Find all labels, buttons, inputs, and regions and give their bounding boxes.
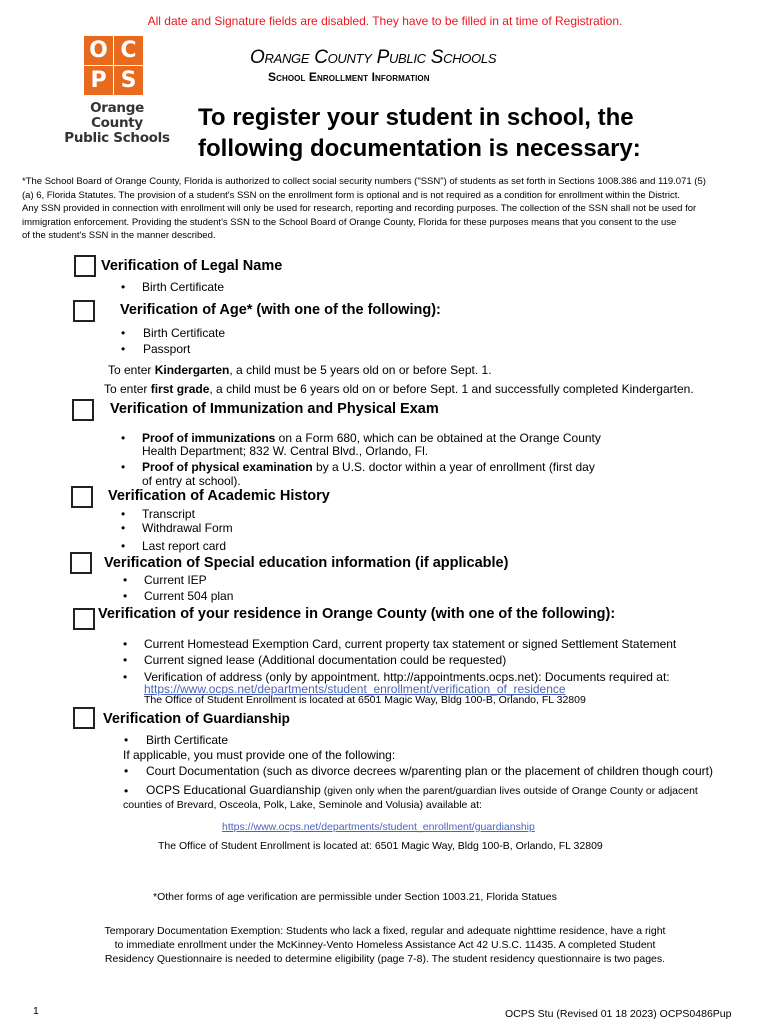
page-number: 1 <box>33 1005 39 1017</box>
bullet: • <box>123 637 128 651</box>
office-address: The Office of Student Enrollment is located at: 6501 Magic Way, Bldg 100-B, Orlando, FL 32809 <box>158 840 603 852</box>
bullet: • <box>121 326 126 340</box>
bullet: • <box>123 670 128 684</box>
legal-name-title: Verification of Legal Name <box>101 258 283 274</box>
immunization-title: Verification of Immunization and Physical Exam <box>110 401 439 417</box>
bullet: • <box>121 460 126 474</box>
bullet: • <box>121 521 126 535</box>
bullet: • <box>121 431 126 445</box>
logo-letter-p: P <box>84 66 113 95</box>
guardianship-intro: If applicable, you must provide one of the following: <box>123 748 396 762</box>
logo-letter-c: C <box>114 36 143 65</box>
list-item: Birth Certificate <box>143 326 226 340</box>
bullet: • <box>123 573 128 587</box>
bullet: • <box>123 589 128 603</box>
list-item: Verification of address (only by appointment. http://appointments.ocps.net): Documents required at: <box>144 670 670 684</box>
residence-checkbox[interactable] <box>73 608 95 630</box>
list-item-continued: counties of Brevard, Osceola, Polk, Lake, Seminole and Volusia) available at: <box>123 799 482 811</box>
legal-name-checkbox[interactable] <box>74 255 96 277</box>
exemption-notice: Temporary Documentation Exemption: Students who lack a fixed, regular and adequate nighttime residence, have a right to immediate enrollment under the McKinney-Vento Homeless Assistance Act 42 U.S.C. 11435. A completed Student Residency Questionnaire is needed to determine eligibility (page 7-8). The student residency questionnaire is two pages. <box>104 925 666 965</box>
age-title: Verification of Age* (with one of the following): <box>120 302 441 318</box>
list-item: Birth Certificate <box>146 733 229 747</box>
age-checkbox[interactable] <box>73 300 95 322</box>
list-item: Current IEP <box>144 573 207 587</box>
list-item: Proof of physical examination by a U.S. doctor within a year of enrollment (first day <box>142 460 595 474</box>
office-address: The Office of Student Enrollment is located at 6501 Magic Way, Bldg 100-B, Orlando, FL 32809 <box>144 694 586 706</box>
bullet: • <box>124 733 129 747</box>
page-headline: To register your student in school, the following documentation is necessary: <box>198 104 641 162</box>
list-item-continued: Health Department; 832 W. Central Blvd., Orlando, Fl. <box>142 444 429 458</box>
list-item: Current 504 plan <box>144 589 234 603</box>
residence-title: Verification of your residence in Orange County (with one of the following): <box>98 606 616 622</box>
special-ed-title: Verification of Special education information (if applicable) <box>104 555 509 571</box>
form-subtitle: School Enrollment Information <box>268 70 430 84</box>
bullet: • <box>121 280 126 294</box>
list-item: Proof of immunizations on a Form 680, which can be obtained at the Orange County <box>142 431 601 445</box>
list-item: Last report card <box>142 539 227 553</box>
residence-link[interactable]: https://www.ocps.net/departments/student_enrollment/verification_of_residence <box>144 682 566 696</box>
logo-letter-s: S <box>114 66 143 95</box>
bullet: • <box>121 507 126 521</box>
bullet: • <box>124 764 129 778</box>
list-item: Current signed lease (Additional documentation could be requested) <box>144 653 507 667</box>
age-note: *Other forms of age verification are permissible under Section 1003.21, Florida Statues <box>153 891 557 903</box>
academic-checkbox[interactable] <box>71 486 93 508</box>
bullet: • <box>121 539 126 553</box>
registration-notice: All date and Signature fields are disabled. They have to be filled in at time of Registration. <box>147 14 623 28</box>
org-name: Orange County Public Schools <box>250 47 497 68</box>
ssn-notice: *The School Board of Orange County, Florida is authorized to collect social security numbers ("SSN") of students as set forth in Sections 1008.386 and 119.071 (5) (a) 6, Florida Statutes. The provision of a student's SSN on the enrollment form is optional and is not required as a condition for enrollment within the District. Any SSN provided in connection with enrollment will only be used for research, reporting and recording purposes. The collection of the SSN shall not be used for immigration enforcement. Providing the student's SSN to the School Board of Orange County, Florida for these purposes means that you consent to the use of the student's SSN in the manner described. <box>22 176 706 241</box>
bullet: • <box>124 784 129 798</box>
special-ed-checkbox[interactable] <box>70 552 92 574</box>
list-item: OCPS Educational Guardianship (given only when the parent/guardian lives outside of Orange County or adjacent <box>146 783 698 797</box>
first-grade-rule: To enter first grade, a child must be 6 years old on or before Sept. 1 and successfully completed Kindergarten. <box>104 382 694 396</box>
form-code: OCPS Stu (Revised 01 18 2023) OCPS0486Pup <box>505 1008 732 1020</box>
guardianship-link[interactable]: https://www.ocps.net/departments/student_enrollment/guardianship <box>222 821 535 833</box>
logo-letter-o: O <box>84 36 113 65</box>
bullet: • <box>121 342 126 356</box>
list-item: Transcript <box>142 507 195 521</box>
list-item: Current Homestead Exemption Card, current property tax statement or signed Settlement Statement <box>144 637 677 651</box>
immunization-checkbox[interactable] <box>72 399 94 421</box>
list-item: Withdrawal Form <box>142 521 233 535</box>
list-item: Birth Certificate <box>142 280 225 294</box>
academic-title: Verification of Academic History <box>108 488 330 504</box>
kindergarten-rule: To enter Kindergarten, a child must be 5 years old on or before Sept. 1. <box>108 363 492 377</box>
list-item: Court Documentation (such as divorce decrees w/parenting plan or the placement of children though court) <box>146 764 713 778</box>
list-item: Passport <box>143 342 191 356</box>
bullet: • <box>123 653 128 667</box>
guardianship-checkbox[interactable] <box>73 707 95 729</box>
guardianship-title: Verification of Guardianship <box>103 711 290 727</box>
list-item-continued: of entry at school). <box>142 474 241 488</box>
logo-wordmark: Orange County Public Schools <box>64 100 170 146</box>
